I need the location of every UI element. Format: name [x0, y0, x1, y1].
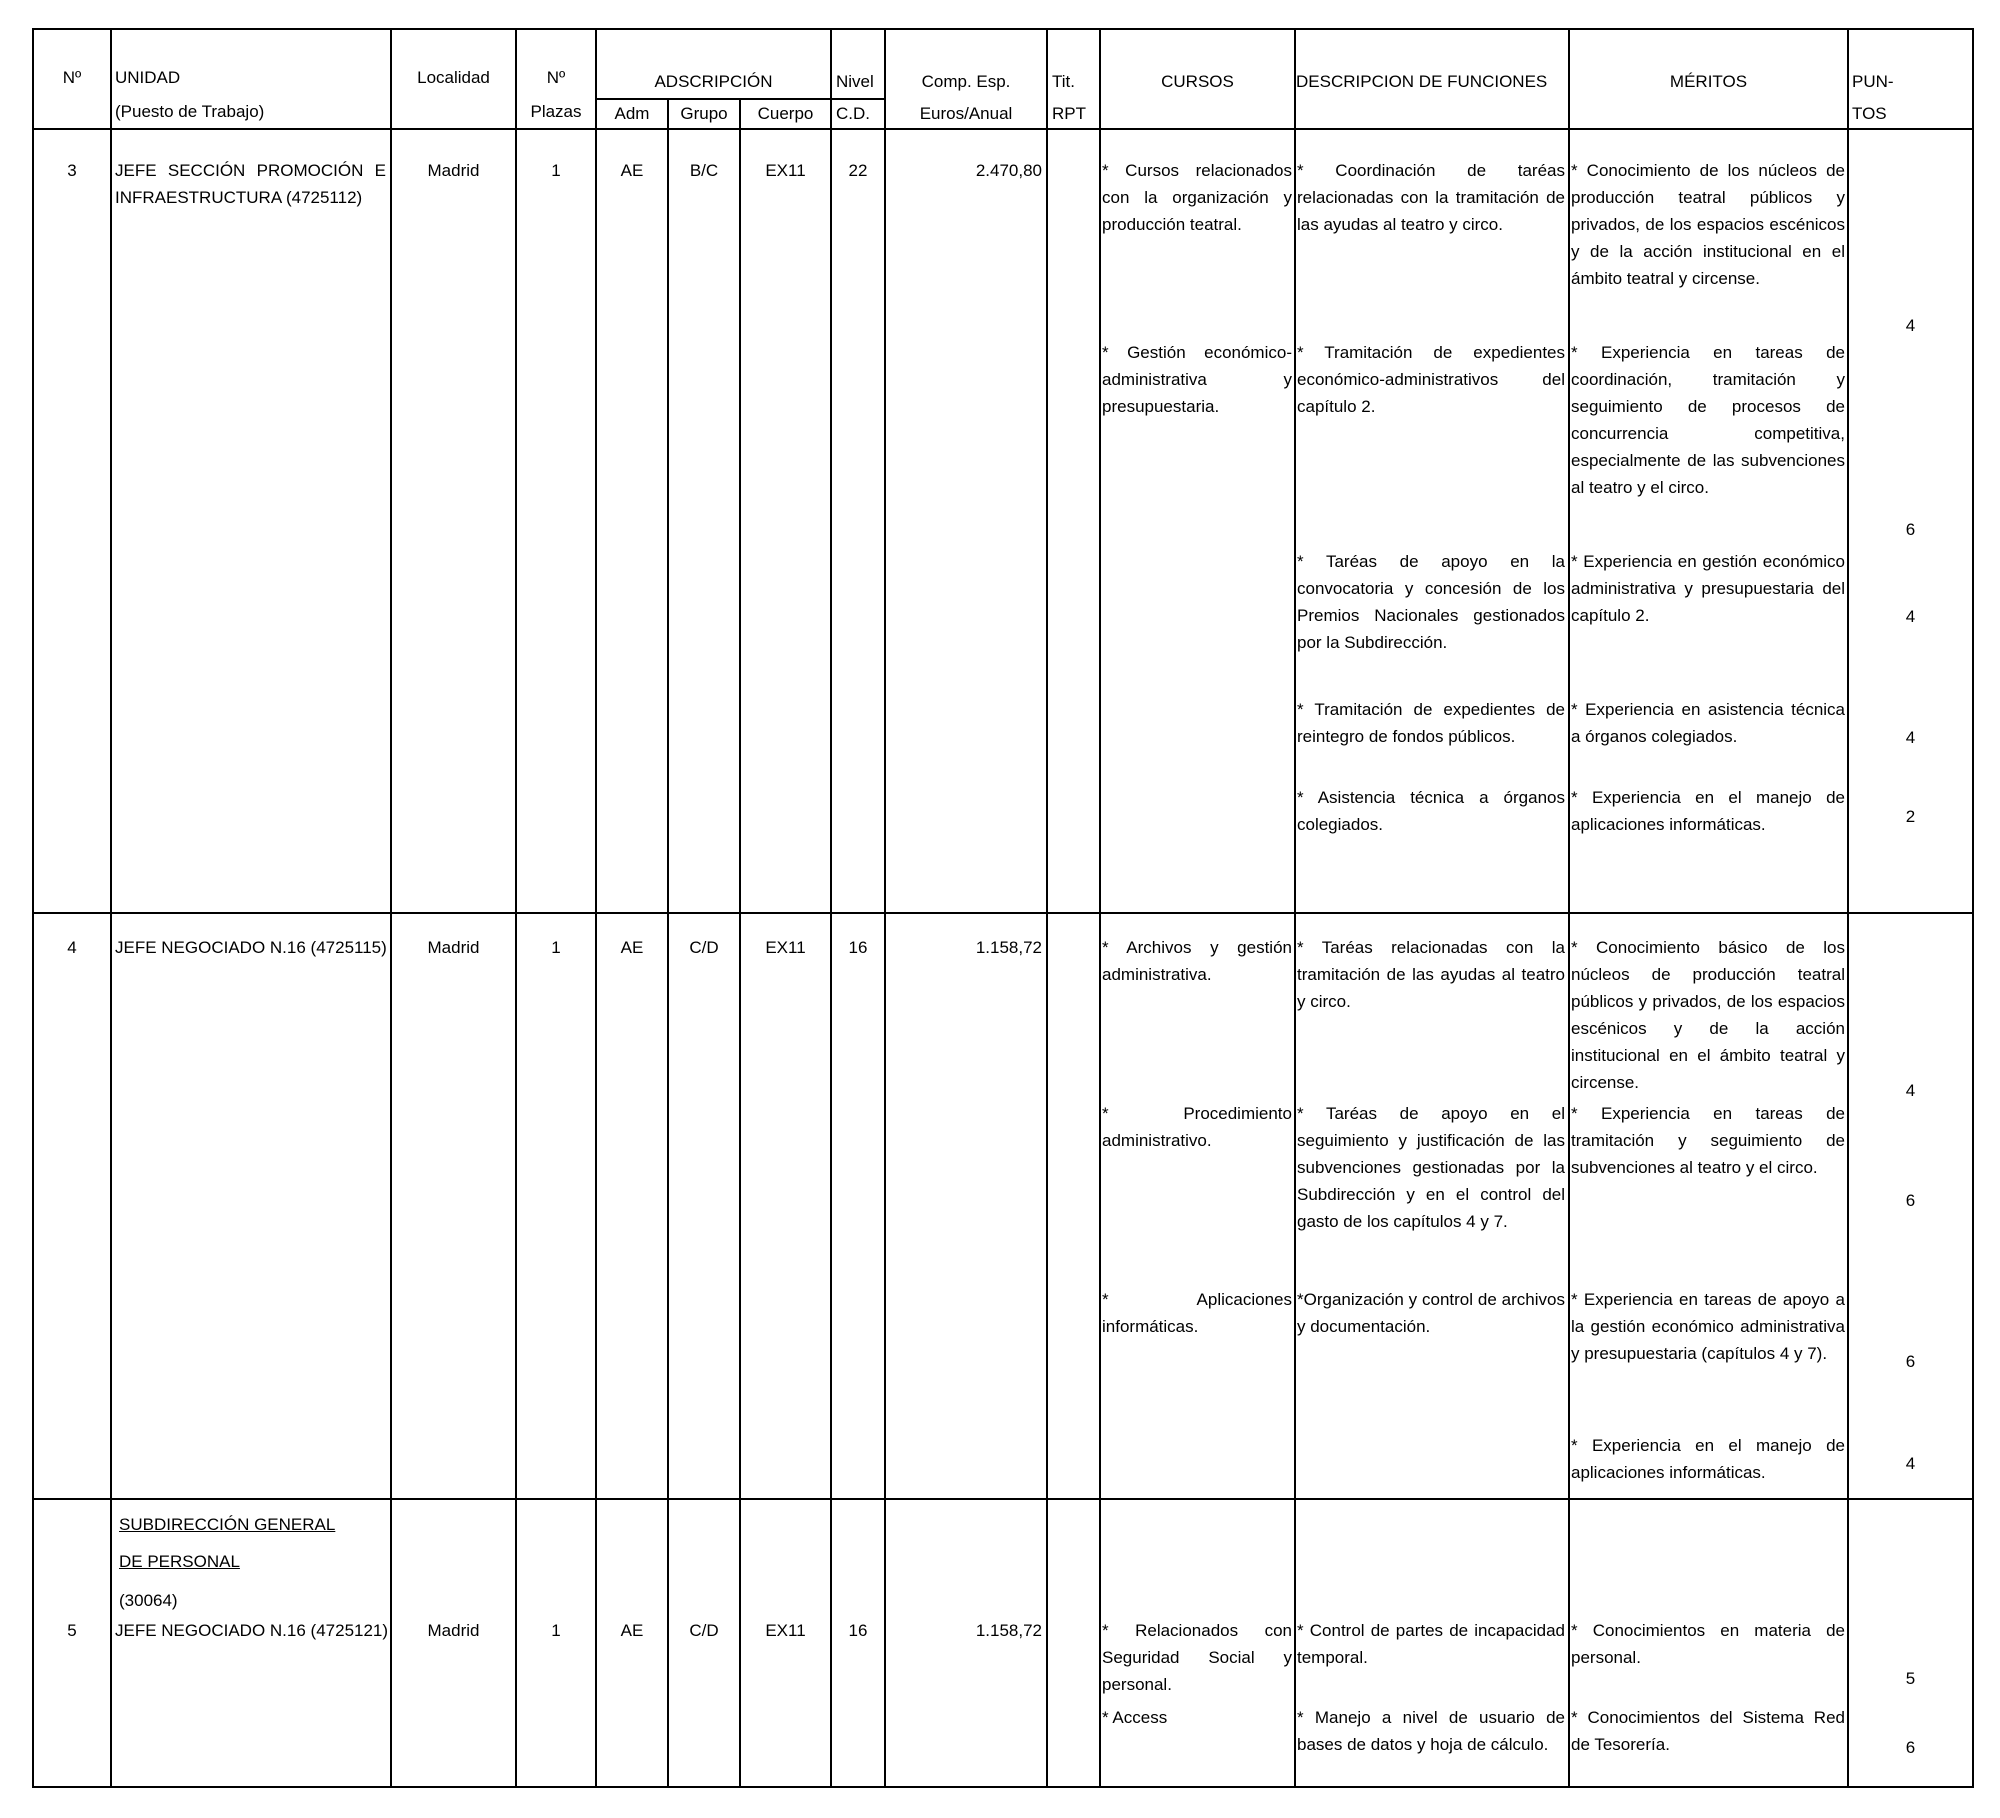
row-3-puntos: 4 — [1905, 607, 1916, 626]
header-puntos: PUN- — [1852, 72, 1894, 91]
header-cursos: CURSOS — [1161, 72, 1234, 91]
row-5-grupo: C/D — [689, 1621, 719, 1640]
header-euros-anual: Euros/Anual — [919, 104, 1013, 123]
row-4-merito: * Experiencia en tareas de apoyo a la gestión económico administrativa y presupuestaria (capítulos 4 y 7). — [1571, 1290, 1845, 1363]
row-4-funcion: * Taréas relacionadas con la tramitación de las ayudas al teatro y circo. — [1297, 938, 1565, 1011]
header-tos: TOS — [1852, 104, 1887, 123]
row-3-merito: * Experiencia en el manejo de aplicaciones informáticas. — [1571, 788, 1845, 834]
header-localidad: Localidad — [417, 68, 490, 87]
row-3-cuerpo: EX11 — [765, 161, 806, 180]
header-cuerpo: Cuerpo — [757, 104, 814, 123]
col-divider — [1294, 28, 1296, 1788]
row-3-unidad: JEFE SECCIÓN PROMOCIÓN E INFRAESTRUCTURA (4725112) — [115, 161, 386, 207]
row-4-nivel: 16 — [848, 938, 868, 957]
row-5-merito: * Conocimientos del Sistema Red de Tesorería. — [1571, 1708, 1845, 1754]
row-3-funcion: * Asistencia técnica a órganos colegiados. — [1297, 788, 1565, 834]
col-divider — [830, 28, 832, 1788]
header-adscripcion: ADSCRIPCIÓN — [654, 72, 773, 91]
header-plazas: Plazas — [530, 102, 582, 121]
row-3-adm: AE — [620, 161, 644, 180]
row-3-merito: * Conocimiento de los núcleos de producción teatral públicos y privados, de los espacios escénicos y de la acción institucional en el ámbito teatral y circense. — [1571, 161, 1845, 288]
row-4-curso: * Archivos y gestión administrativa. — [1102, 938, 1292, 984]
header-divider — [32, 128, 1974, 130]
col-divider — [515, 28, 517, 1788]
row-3-funcion: * Taréas de apoyo en la convocatoria y concesión de los Premios Nacionales gestionados por la Subdirección. — [1297, 552, 1565, 652]
col-divider — [1568, 28, 1570, 1788]
row-4-merito: * Experiencia en el manejo de aplicaciones informáticas. — [1571, 1436, 1845, 1482]
row-4-funcion: * Taréas de apoyo en el seguimiento y justificación de las subvenciones gestionadas por la Subdirección y en el control del gasto de los capítulos 4 y 7. — [1297, 1104, 1565, 1231]
row-3-comp: 2.470,80 — [975, 161, 1042, 180]
row-3-merito: * Experiencia en gestión económico administrativa y presupuestaria del capítulo 2. — [1571, 552, 1845, 625]
row-5-unidad: JEFE NEGOCIADO N.16 (4725121) — [115, 1621, 389, 1640]
col-divider — [884, 28, 886, 1788]
row-3-plazas: 1 — [551, 161, 561, 180]
table-border-top — [32, 28, 1974, 30]
row-5-cuerpo: EX11 — [765, 1621, 806, 1640]
row-5-curso: * Access — [1102, 1708, 1168, 1727]
row-3-funcion: * Coordinación de taréas relacionadas con la tramitación de las ayudas al teatro y circo. — [1297, 161, 1565, 234]
row-3-puntos: 2 — [1905, 807, 1916, 826]
row-3-puntos: 4 — [1905, 728, 1916, 747]
row-5-section-title: DE PERSONAL — [119, 1552, 240, 1571]
table-border-left — [32, 28, 34, 1788]
header-nivel: Nivel — [836, 72, 874, 91]
header-unidad: UNIDAD — [115, 68, 181, 87]
header-tit: Tit. — [1052, 72, 1075, 91]
col-divider — [595, 28, 597, 1788]
table-border-bottom — [32, 1786, 1974, 1788]
row-4-curso: * Procedimiento administrativo. — [1102, 1104, 1292, 1150]
row-4-grupo: C/D — [689, 938, 719, 957]
header-cd: C.D. — [836, 104, 870, 123]
row-3-nivel: 22 — [848, 161, 868, 180]
row-4-puntos: 4 — [1905, 1454, 1916, 1473]
row-5-nivel: 16 — [848, 1621, 868, 1640]
row-3-localidad: Madrid — [427, 161, 480, 180]
row-5-adm: AE — [620, 1621, 644, 1640]
row-5-localidad: Madrid — [427, 1621, 480, 1640]
row-3-funcion: * Tramitación de expedientes de reintegro de fondos públicos. — [1297, 700, 1565, 746]
row-4-puntos: 4 — [1905, 1081, 1916, 1100]
header-descripcion: DESCRIPCION DE FUNCIONES — [1296, 72, 1548, 91]
row-5-section-code: (30064) — [119, 1591, 178, 1610]
row-5-n: 5 — [67, 1621, 77, 1640]
row-3-curso: * Gestión económico-administrativa y presupuestaria. — [1102, 343, 1292, 416]
row-divider — [32, 912, 1974, 914]
row-5-merito: * Conocimientos en materia de personal. — [1571, 1621, 1845, 1667]
row-3-merito: * Experiencia en asistencia técnica a órganos colegiados. — [1571, 700, 1845, 746]
row-divider — [32, 1498, 1974, 1500]
row-4-merito: * Experiencia en tareas de tramitación y seguimiento de subvenciones al teatro y el circo. — [1571, 1104, 1845, 1177]
col-divider — [1099, 28, 1101, 1788]
header-rpt: RPT — [1052, 104, 1086, 123]
header-meritos: MÉRITOS — [1669, 72, 1748, 91]
row-4-curso: * Aplicaciones informáticas. — [1102, 1290, 1292, 1336]
row-4-plazas: 1 — [551, 938, 561, 957]
header-n: Nº — [62, 68, 82, 87]
row-5-curso: * Relacionados con Seguridad Social y personal. — [1102, 1621, 1292, 1694]
row-3-grupo: B/C — [689, 161, 719, 180]
row-5-comp: 1.158,72 — [975, 1621, 1042, 1640]
row-5-puntos: 5 — [1905, 1669, 1916, 1688]
row-3-funcion: * Tramitación de expedientes económico-administrativos del capítulo 2. — [1297, 343, 1565, 416]
header-n-plazas: Nº — [546, 68, 566, 87]
row-3-n: 3 — [67, 161, 77, 180]
header-adm: Adm — [614, 104, 650, 123]
row-4-adm: AE — [620, 938, 644, 957]
col-divider — [1046, 28, 1048, 1788]
row-4-merito: * Conocimiento básico de los núcleos de producción teatral públicos y privados, de los espacios escénicos y de la acción institucional en el ámbito teatral y circense. — [1571, 938, 1845, 1092]
row-4-localidad: Madrid — [427, 938, 480, 957]
row-5-funcion: * Manejo a nivel de usuario de bases de datos y hoja de cálculo. — [1297, 1708, 1565, 1754]
row-3-puntos: 4 — [1905, 316, 1916, 335]
row-4-puntos: 6 — [1905, 1352, 1916, 1371]
row-5-section-title: SUBDIRECCIÓN GENERAL — [119, 1515, 336, 1534]
row-4-n: 4 — [67, 938, 77, 957]
row-5-puntos: 6 — [1905, 1738, 1916, 1757]
col-divider — [110, 28, 112, 1788]
col-divider — [390, 28, 392, 1788]
table-border-right — [1972, 28, 1974, 1788]
col-divider — [1847, 28, 1849, 1788]
row-5-plazas: 1 — [551, 1621, 561, 1640]
row-5-funcion: * Control de partes de incapacidad temporal. — [1297, 1621, 1565, 1667]
row-3-puntos: 6 — [1905, 520, 1916, 539]
header-grupo: Grupo — [680, 104, 728, 123]
header-puesto: (Puesto de Trabajo) — [115, 102, 265, 121]
row-4-funcion: *Organización y control de archivos y documentación. — [1297, 1290, 1565, 1336]
rpt-table — [32, 28, 1974, 1788]
row-3-curso: * Cursos relacionados con la organización y producción teatral. — [1102, 161, 1292, 234]
row-4-cuerpo: EX11 — [765, 938, 806, 957]
row-3-merito: * Experiencia en tareas de coordinación, tramitación y seguimiento de procesos de concurrencia competitiva, especialmente de las subvenciones al teatro y el circo. — [1571, 343, 1845, 497]
row-4-unidad: JEFE NEGOCIADO N.16 (4725115) — [115, 938, 387, 957]
row-4-puntos: 6 — [1905, 1191, 1916, 1210]
row-4-comp: 1.158,72 — [975, 938, 1042, 957]
header-comp-esp: Comp. Esp. — [921, 72, 1011, 91]
